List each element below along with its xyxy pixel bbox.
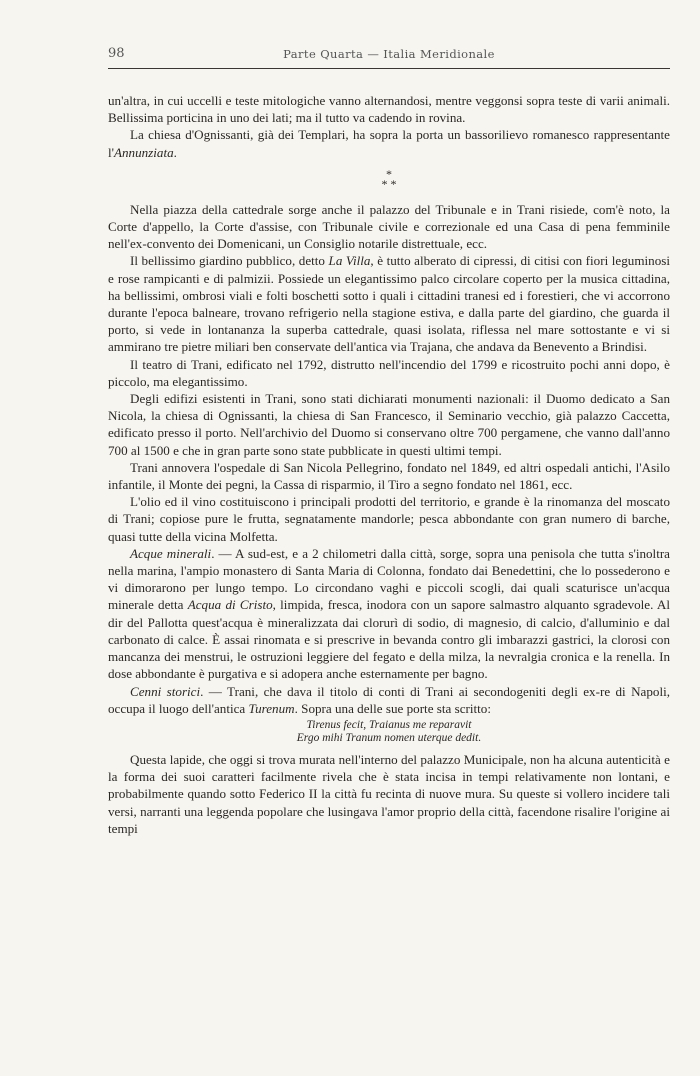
paragraph: Acque minerali. — A sud-est, e a 2 chilometri dalla città, sorge, sopra una penisola che tutta s'inoltra nella marina, l'ampio monastero di Santa Maria di Colonna, fondato dai Benedettini, che lo possederono e vi dimorarono per lungo tempo. Lo circondano vaghi e piccoli scogli, dai quali scaturisce un'acqua minerale detta Acqua di Cristo, limpida, fresca, inodora con un sapore salmastro alquanto sgradevole. Al dir del Pallotta quest'acqua è mineralizzata dai clorurì di sodio, di magnesio, di calcio, d'alluminio e dal carbonato di calce. È assai rinomata e si prescrive in bevanda contro gli imbarazzi gastrici, la clorosi con mancanza dei menstrui, le ostruzioni leggiere del fegato e della milza, la nevralgia cronica e la renella. In dose abbondante è purgativa e si adopera anche esternamente per bagno. <box>108 545 671 682</box>
italic-text: Turenum <box>248 700 295 716</box>
paragraph: Degli edifizi esistenti in Trani, sono stati dichiarati monumenti nazionali: il Duomo dedicato a San Nicola, la chiesa di Ognissanti, la chiesa di San Francesco, il Seminario vecchio, già palazzo Caccetta, edificato presso il porto. Nell'archivio del Duomo si conservano oltre 700 pergamene, che vanno dall'anno 700 al 1500 e che in gran parte sono state pubblicate in questi ultimi tempi. <box>108 391 670 458</box>
asterism-bottom: * * <box>381 176 397 191</box>
paragraph: Questa lapide, che oggi si trova murata nell'interno del palazzo Municipale, non ha alcuna autenticità e la forma dei suoi caratteri facilmente rivela che è stata incisa in tempi relativamente non lontani, e probabilmente quando sotto Federico II la città fu recinta di nuove mura. Su queste si vollero incidere tali versi, narranti una leggenda popolare che lusingava l'amor proprio della città, facendone risalire l'origine ai tempi <box>108 751 670 836</box>
paragraph: Trani annovera l'ospedale di San Nicola Pellegrino, fondato nel 1849, ed altri ospedali antichi, l'Asilo infantile, il Monte dei pegni, la Cassa di risparmio, il Tiro a segno fondato nel 1861, ecc. <box>108 459 670 493</box>
italic-text: Acqua di Cristo <box>187 597 273 613</box>
italic-text: Annunziata <box>114 144 174 160</box>
asterism-top: * <box>386 166 392 181</box>
paragraph: Il bellissimo giardino pubblico, detto La Villa, è tutto alberato di cipressi, di citisi con fiori leguminosi e rose rampicanti e di palmizii. Possiede un elegantissimo palco circolare coperto per la musica cittadina, ha bellissimi, ombrosi viali e folti boschetti sotto i quali i cittadini tranesi ed i forestieri, che vi accorrono durante l'epoca balneare, trovano refrigerio nella stagione estiva, e dalla parte del giardino, che guarda il porto, si vede in lontananza la superba cattedrale, quasi isolata, riflessa nel mare sottostante e vi si ammirano tre pietre miliari ben conservate dell'antica via Trajana, che andava da Benevento a Brindisi. <box>108 253 670 355</box>
italic-text: Cenni storici <box>130 683 201 699</box>
italic-text: La Villa <box>328 253 371 269</box>
paragraph: un'altra, in cui uccelli e teste mitologiche vanno alternandosi, mentre veggonsi sopra teste di varii animali. Bellissima porticina in uno dei lati; ma il tutto va cadendo in rovina. <box>108 93 670 126</box>
paragraph: L'olio ed il vino costituiscono i principali prodotti del territorio, e grande è la rinomanza del moscato di Trani; copiose pure le frutta, segnatamente mandorle; pesca abbondante con gran numero di barche, quasi tutte della vicina Molfetta. <box>108 494 670 544</box>
page-number: 98 <box>108 46 125 61</box>
paragraph: Il teatro di Trani, edificato nel 1792, distrutto nell'incendio del 1799 e ricostruito pochi anni dopo, è piccolo, ma elegantissimo. <box>108 356 670 389</box>
page-body <box>108 92 670 837</box>
inscription-line: Ergo mihi Tranum nomen uterque dedit. <box>296 731 482 744</box>
paragraph: La chiesa d'Ognissanti, già dei Templari, ha sopra la porta un bassorilievo romanesco rappresentante l'Annunziata. <box>108 127 670 160</box>
asterism-separator <box>108 166 670 191</box>
running-head: Parte Quarta — Italia Meridionale <box>283 47 495 61</box>
paragraph: Cenni storici. — Trani, che dava il titolo di conti di Trani ai secondogeniti degli ex-re di Napoli, occupa il luogo dell'antica Turenum. Sopra una delle sue porte sta scritto: <box>108 683 670 716</box>
inscription-line: Tirenus fecit, Traianus me reparavit <box>306 718 472 731</box>
page-header <box>108 44 670 69</box>
italic-text: Acque minerali <box>130 545 212 561</box>
paragraph: Nella piazza della cattedrale sorge anche il palazzo del Tribunale e in Trani risiede, com'è noto, la Corte d'appello, la Corte d'assise, con Tribunale civile e correzionale ed una Casa di pena femminile nell'ex-convento dei Domenicani, un Consiglio notarile distrettuale, ecc. <box>108 201 670 252</box>
latin-inscription <box>108 719 670 745</box>
